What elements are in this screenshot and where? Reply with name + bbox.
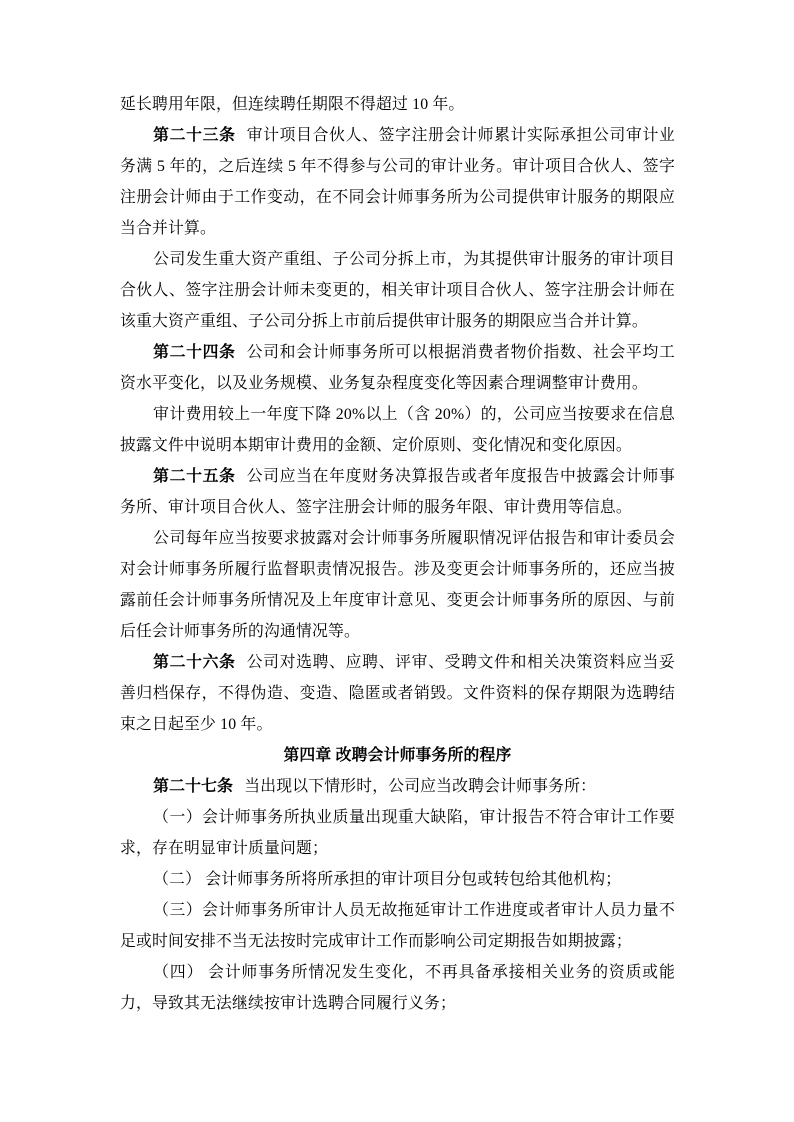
article-23-text: 审计项目合伙人、签字注册会计师累计实际承担公司审计业务满 5 年的，之后连续 5 年不得参与公司的审计业务。审计项目合伙人、签字注册会计师由于工作变动，在不同会计师事务所为公司提供审计服务的期限应当合并计算。 [120, 127, 675, 237]
article-23-number: 第二十三条 [153, 127, 236, 144]
para-article-24 [120, 337, 675, 399]
article-27-number: 第二十七条 [153, 778, 234, 795]
para-item-1: （一）会计师事务所执业质量出现重大缺陷，审计报告不符合审计工作要求，存在明显审计质量问题； [120, 809, 675, 857]
para-article-25 [120, 461, 675, 523]
article-25-text: 公司应当在年度财务决算报告或者年度报告中披露会计师事务所、审计项目合伙人、签字注册会计师的服务年限、审计费用等信息。 [120, 468, 675, 516]
para-item-3: （三）会计师事务所审计人员无故拖延审计工作进度或者审计人员力量不足或时间安排不当无法按时完成审计工作而影响公司定期报告如期披露； [120, 902, 675, 950]
para-item-4: （四） 会计师事务所情况发生变化，不再具备承接相关业务的资质或能力，导致其无法继续按审计选聘合同履行义务； [120, 964, 675, 1012]
article-26-text: 公司对选聘、应聘、评审、受聘文件和相关决策资料应当妥善归档保存，不得伪造、变造、隐匿或者销毁。文件资料的保存期限为选聘结束之日起至少 10 年。 [120, 654, 675, 733]
para-continuation: 延长聘用年限，但连续聘任期限不得超过 10 年。 [120, 96, 465, 113]
article-27-text: 当出现以下情形时，公司应当改聘会计师事务所： [244, 778, 597, 795]
para-article-23-2: 公司发生重大资产重组、子公司分拆上市，为其提供审计服务的审计项目合伙人、签字注册会计师未变更的，相关审计项目合伙人、签字注册会计师在该重大资产重组、子公司分拆上市前后提供审计服务的期限应当合并计算。 [120, 251, 675, 330]
chapter-4-heading: 第四章 改聘会计师事务所的程序 [283, 747, 512, 764]
para-article-26 [120, 647, 675, 740]
para-article-27 [120, 771, 675, 802]
para-article-23 [120, 120, 675, 244]
para-item-2: （二） 会计师事务所将所承担的审计项目分包或转包给其他机构； [153, 871, 622, 888]
article-24-text: 公司和会计师事务所可以根据消费者物价指数、社会平均工资水平变化，以及业务规模、业务复杂程度变化等因素合理调整审计费用。 [120, 344, 675, 392]
article-25-number: 第二十五条 [153, 468, 236, 485]
para-article-25-2: 公司每年应当按要求披露对会计师事务所履职情况评估报告和审计委员会对会计师事务所履行监督职责情况报告。涉及变更会计师事务所的，还应当披露前任会计师事务所情况及上年度审计意见、变更会计师事务所的原因、与前后任会计师事务所的沟通情况等。 [120, 530, 675, 640]
article-26-number: 第二十六条 [153, 654, 236, 671]
article-24-number: 第二十四条 [153, 344, 236, 361]
para-article-24-2: 审计费用较上一年度下降 20%以上（含 20%）的，公司应当按要求在信息披露文件中说明本期审计费用的金额、定价原则、变化情况和变化原因。 [120, 406, 675, 454]
